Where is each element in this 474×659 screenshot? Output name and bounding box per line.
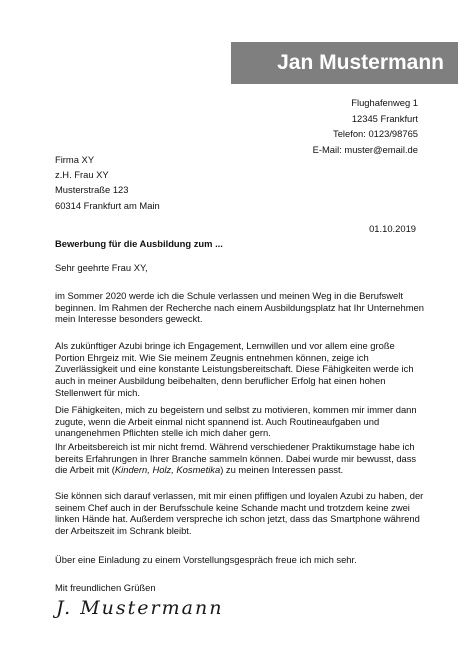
sender-email: E-Mail: muster@email.de <box>312 143 418 155</box>
recipient-city: 60314 Frankfurt am Main <box>55 199 160 211</box>
name-header-bar <box>231 42 458 84</box>
paragraph-4-end: ) zu meinen Interessen passt. <box>220 464 344 476</box>
recipient-address-block <box>55 152 160 213</box>
paragraph-4-italic: Kindern, Holz, Kosmetika <box>114 464 221 476</box>
paragraph-2: Als zukünftiger Azubi bringe ich Engagement, Lernwillen und vor allem eine große Portion Ehrgeiz mit. Wie Sie meinem Zeugnis entnehmen können, zeige ich Zuverlässigkeit und eine konstante Leistungsbereitschaft. Diese Fähigkeiten werde ich auch in meiner Ausbildung beibehalten, denn beruflicher Erfolg hat einen hohen Stellenwert für mich. <box>55 340 414 398</box>
closing: Mit freundlichen Grüßen <box>55 582 156 593</box>
letter-date: 01.10.2019 <box>369 223 416 234</box>
recipient-company: Firma XY <box>55 154 95 165</box>
salutation: Sehr geehrte Frau XY, <box>55 262 148 273</box>
handwritten-signature: J. Mustermann <box>56 597 224 619</box>
name-heading: Jan Mustermann <box>277 51 444 74</box>
paragraph-5: Sie können sich darauf verlassen, mit mir einen pfiffigen und loyalen Azubi zu haben, der seinem Chef auch in der Berufsschule keine Schande macht und trotzdem keine zwei linken Hände hat. Außerdem verspreche ich schon jetzt, dass das Smartphone während der Arbeitszeit im Schrank bleibt. <box>55 490 424 537</box>
sender-address-block <box>313 95 418 157</box>
sender-street: Flughafenweg 1 <box>351 97 418 108</box>
paragraph-1: im Sommer 2020 werde ich die Schule verlassen und meinen Weg in die Berufswelt beginnen. Im Rahmen der Recherche nach einem Ausbildungsplatz hat Ihr Unternehmen mein Interesse besonders geweckt. <box>55 290 424 325</box>
paragraph-4-start: Ihr Arbeitsbereich ist mir nicht fremd. Während verschiedener Praktikumstage habe ich bereits Erfahrungen in Ihrer Branche sammeln können. Dabei wurde mir bewusst, dass die Arbeit mit ( <box>55 441 417 476</box>
paragraph-4 <box>55 441 427 476</box>
sender-phone: Telefon: 0123/98765 <box>333 128 418 140</box>
letter-subject: Bewerbung für die Ausbildung zum ... <box>55 238 223 249</box>
recipient-attention: z.H. Frau XY <box>55 169 109 181</box>
paragraph-3: Die Fähigkeiten, mich zu begeistern und selbst zu motivieren, kommen mir immer dann zugute, wenn die Arbeit einmal nicht spannend ist. Auch Routineaufgaben und unangenehmen Pflichten stelle ich mich daher gern. <box>55 404 417 439</box>
sender-city: 12345 Frankfurt <box>351 112 418 124</box>
paragraph-6: Über eine Einladung zu einem Vorstellungsgespräch freue ich mich sehr. <box>55 554 357 565</box>
recipient-street: Musterstraße 123 <box>55 184 129 196</box>
